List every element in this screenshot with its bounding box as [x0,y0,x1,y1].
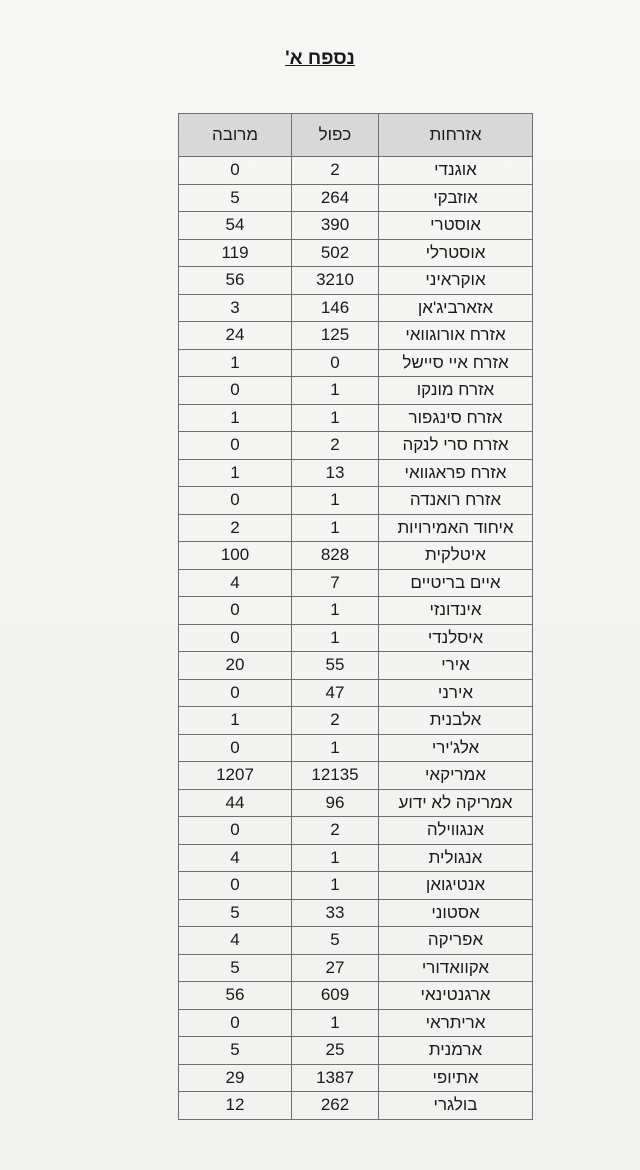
table-body [179,157,533,1120]
cell-multiple: 56 [179,267,292,295]
cell-citizenship: אנגווילה [379,817,533,845]
cell-multiple: 0 [179,734,292,762]
cell-multiple: 5 [179,184,292,212]
cell-multiple: 1 [179,349,292,377]
table-row [179,899,533,927]
cell-multiple: 0 [179,679,292,707]
cell-double: 1 [292,377,379,405]
cell-multiple: 1 [179,707,292,735]
cell-citizenship: אפריקה [379,927,533,955]
cell-double: 2 [292,157,379,185]
cell-double: 609 [292,982,379,1010]
cell-double: 125 [292,322,379,350]
cell-multiple: 0 [179,817,292,845]
cell-double: 1 [292,624,379,652]
cell-multiple: 0 [179,377,292,405]
cell-double: 96 [292,789,379,817]
cell-double: 1 [292,844,379,872]
cell-double: 502 [292,239,379,267]
cell-multiple: 0 [179,487,292,515]
cell-multiple: 0 [179,157,292,185]
cell-double: 1 [292,597,379,625]
table-row [179,954,533,982]
cell-citizenship: אריתראי [379,1009,533,1037]
cell-citizenship: אזרח מונקו [379,377,533,405]
cell-citizenship: אוזבקי [379,184,533,212]
cell-double: 33 [292,899,379,927]
table-row [179,982,533,1010]
cell-multiple: 0 [179,624,292,652]
cell-citizenship: אמריקה לא ידוע [379,789,533,817]
cell-citizenship: אוסטרי [379,212,533,240]
table-row [179,349,533,377]
cell-double: 2 [292,432,379,460]
cell-citizenship: איחוד האמירויות [379,514,533,542]
cell-double: 146 [292,294,379,322]
table-row [179,432,533,460]
cell-citizenship: אלג'ירי [379,734,533,762]
cell-citizenship: ארגנטינאי [379,982,533,1010]
cell-citizenship: אזרח סינגפור [379,404,533,432]
cell-multiple: 4 [179,844,292,872]
table-row [179,734,533,762]
cell-citizenship: איטלקית [379,542,533,570]
cell-citizenship: אזרח פראגוואי [379,459,533,487]
cell-citizenship: אינדונזי [379,597,533,625]
cell-citizenship: אסטוני [379,899,533,927]
cell-citizenship: אוקראיני [379,267,533,295]
cell-citizenship: אתיופי [379,1064,533,1092]
cell-multiple: 5 [179,899,292,927]
cell-double: 1 [292,514,379,542]
table-row [179,1092,533,1120]
cell-double: 262 [292,1092,379,1120]
table-row [179,157,533,185]
cell-double: 12135 [292,762,379,790]
cell-citizenship: אזרח אורוגוואי [379,322,533,350]
appendix-title: נספח א' [285,48,355,69]
table-row [179,652,533,680]
table-row [179,569,533,597]
cell-multiple: 56 [179,982,292,1010]
table-row [179,184,533,212]
cell-multiple: 29 [179,1064,292,1092]
citizenship-table [178,113,533,1120]
cell-double: 1 [292,487,379,515]
table-row [179,844,533,872]
cell-multiple: 1207 [179,762,292,790]
cell-multiple: 4 [179,569,292,597]
table-row [179,1009,533,1037]
cell-citizenship: אזארביג'אן [379,294,533,322]
cell-multiple: 20 [179,652,292,680]
cell-double: 1 [292,734,379,762]
cell-multiple: 24 [179,322,292,350]
table-row [179,679,533,707]
table-row [179,624,533,652]
table-row [179,1064,533,1092]
cell-multiple: 0 [179,1009,292,1037]
table-row [179,377,533,405]
header-multiple: מרובה [179,114,292,157]
cell-double: 5 [292,927,379,955]
table-row [179,762,533,790]
cell-double: 25 [292,1037,379,1065]
cell-multiple: 12 [179,1092,292,1120]
table-row [179,542,533,570]
cell-multiple: 44 [179,789,292,817]
table-header-row [179,114,533,157]
table-row [179,707,533,735]
cell-citizenship: אירני [379,679,533,707]
cell-citizenship: איים בריטיים [379,569,533,597]
cell-citizenship: אזרח איי סיישל [379,349,533,377]
cell-double: 1 [292,872,379,900]
cell-citizenship: אקוואדורי [379,954,533,982]
cell-multiple: 119 [179,239,292,267]
table-row [179,872,533,900]
cell-double: 1 [292,1009,379,1037]
cell-double: 0 [292,349,379,377]
cell-double: 1 [292,404,379,432]
cell-citizenship: אלבנית [379,707,533,735]
cell-double: 264 [292,184,379,212]
table-row [179,267,533,295]
table-row [179,597,533,625]
cell-double: 47 [292,679,379,707]
cell-multiple: 54 [179,212,292,240]
table-row [179,294,533,322]
cell-multiple: 2 [179,514,292,542]
cell-double: 55 [292,652,379,680]
cell-multiple: 100 [179,542,292,570]
table-row [179,322,533,350]
table-row [179,487,533,515]
cell-multiple: 3 [179,294,292,322]
table-row [179,1037,533,1065]
cell-multiple: 0 [179,432,292,460]
cell-double: 13 [292,459,379,487]
cell-citizenship: אזרח רואנדה [379,487,533,515]
cell-citizenship: ארמנית [379,1037,533,1065]
cell-citizenship: אנטיגואן [379,872,533,900]
header-double: כפול [292,114,379,157]
cell-double: 2 [292,817,379,845]
cell-double: 27 [292,954,379,982]
cell-citizenship: בולגרי [379,1092,533,1120]
cell-double: 7 [292,569,379,597]
table-row [179,459,533,487]
cell-double: 390 [292,212,379,240]
table-row [179,239,533,267]
table-row [179,212,533,240]
cell-multiple: 4 [179,927,292,955]
cell-multiple: 5 [179,954,292,982]
cell-multiple: 1 [179,404,292,432]
cell-multiple: 1 [179,459,292,487]
cell-double: 828 [292,542,379,570]
cell-citizenship: אמריקאי [379,762,533,790]
table-row [179,404,533,432]
cell-multiple: 0 [179,872,292,900]
cell-citizenship: אירי [379,652,533,680]
cell-citizenship: אוגנדי [379,157,533,185]
cell-citizenship: איסלנדי [379,624,533,652]
table-row [179,817,533,845]
cell-citizenship: אוסטרלי [379,239,533,267]
cell-double: 2 [292,707,379,735]
cell-double: 1387 [292,1064,379,1092]
cell-citizenship: אזרח סרי לנקה [379,432,533,460]
cell-multiple: 5 [179,1037,292,1065]
cell-citizenship: אנגולית [379,844,533,872]
cell-multiple: 0 [179,597,292,625]
table-row [179,789,533,817]
cell-double: 3210 [292,267,379,295]
table-row [179,514,533,542]
table-row [179,927,533,955]
header-citizenship: אזרחות [379,114,533,157]
